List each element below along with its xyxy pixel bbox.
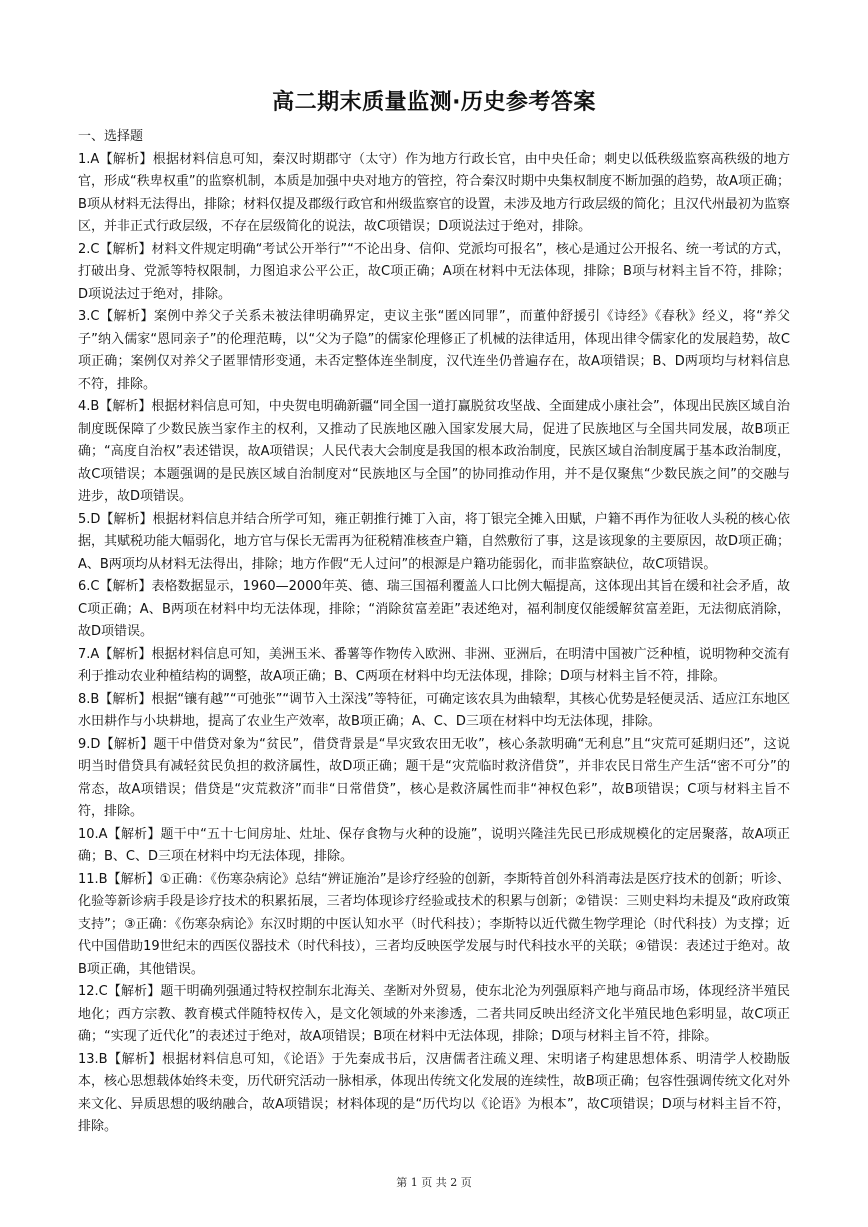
answer-item-2: 2.C【解析】材料文件规定明确“考试公开举行”“不论出身、信仰、党派均可报名”，核心是通过公开报名、统一考试的方式，打破出身、党派等特权限制，力图追求公平公正，故C项正确；A项在材料中无法体现，排除；B项与材料主旨不符，排除；D项说法过于绝对，排除。 <box>78 241 790 302</box>
answer-item-7: 7.A【解析】根据材料信息可知，美洲玉米、番薯等作物传入欧洲、非洲、亚洲后，在明清中国被广泛种植，说明物种交流有利于推动农业种植结构的调整，故A项正确；B、C两项在材料中均无法体现，排除；D项与材料主旨不符，排除。 <box>78 646 790 684</box>
page-footer: 第 1 页 共 2 页 <box>396 1176 472 1189</box>
answer-sheet-page <box>78 88 790 1139</box>
answer-item-6: 6.C【解析】表格数据显示，1960—2000年英、德、瑞三国福利覆盖人口比例大幅提高，这体现出其旨在缓和社会矛盾，故C项正确；A、B两项在材料中均无法体现，排除；“消除贫富差距”表述绝对，福利制度仅能缓解贫富差距，无法彻底消除，故D项错误。 <box>78 579 790 639</box>
answer-item-11: 11.B【解析】①正确：《伤寒杂病论》总结“辨证施治”是诊疗经验的创新，李斯特首创外科消毒法是医疗技术的创新；听诊、化验等新诊病手段是诊疗技术的积累拓展，三者均体现诊疗经验或技术的积累与创新；②错误：三则史料均未提及“政府政策支持”；③正确：《伤寒杂病论》东汉时期的中医认知水平（时代科技）；李斯特以近代微生物学理论（时代科技）为支撑；近代中国借助19世纪末的西医仪器技术（时代科技），三者均反映医学发展与时代科技水平的关联；④错误：表述过于绝对。故B项正确，其他错误。 <box>78 871 790 977</box>
section-heading: 一、选择题 <box>78 129 144 144</box>
answer-item-13: 13.B【解析】根据材料信息可知，《论语》于先秦成书后，汉唐儒者注疏义理、宋明诸子构建思想体系、明清学人校勘版本，核心思想载体始终未变，历代研究活动一脉相承，体现出传统文化发展的连续性，故B项正确；包容性强调传统文化对外来文化、异质思想的吸纳融合，故A项错误；材料体现的是“历代均以《论语》为根本”，故C项错误；D项与材料主旨不符，排除。 <box>78 1051 790 1134</box>
answer-item-1: 1.A【解析】根据材料信息可知，秦汉时期郡守（太守）作为地方行政长官，由中央任命；刺史以低秩级监察高秩级的地方官，形成“秩卑权重”的监察机制，本质是加强中央对地方的管控，符合秦汉时期中央集权制度不断加强的趋势，故A项正确；B项从材料无法得出，排除；材料仅提及郡级行政官和州级监察官的设置，未涉及地方行政层级的简化；且汉代州最初为监察区，并非正式行政层级，不存在层级简化的说法，故C项错误；D项说法过于绝对，排除。 <box>78 151 790 234</box>
answer-item-4: 4.B【解析】根据材料信息可知，中央贺电明确新疆“同全国一道打赢脱贫攻坚战、全面建成小康社会”，体现出民族区域自治制度既保障了少数民族当家作主的权利，又推动了民族地区融入国家发展大局，促进了民族地区与全国共同发展，故B项正确；“高度自治权”表述错误，故A项错误；人民代表大会制度是我国的根本政治制度，民族区域自治制度属于基本政治制度，故C项错误；本题强调的是民族区域自治制度对“民族地区与全国”的协同推动作用，并不是仅聚焦“少数民族之间”的交融与进步，故D项错误。 <box>78 399 790 504</box>
answer-item-8: 8.B【解析】根据“镶有越”“可弛张”“调节入土深浅”等特征，可确定该农具为曲辕犁，其核心优势是轻便灵活、适应江东地区水田耕作与小块耕地，提高了农业生产效率，故B项正确；A、C、D三项在材料中均无法体现，排除。 <box>78 691 790 729</box>
answer-item-9: 9.D【解析】题干中借贷对象为“贫民”，借贷背景是“旱灾致农田无收”，核心条款明确“无利息”且“灾荒可延期归还”，这说明当时借贷具有减轻贫民负担的救济属性，故D项正确；题干是“灾荒临时救济借贷”，并非农民日常生产生活“密不可分”的常态，故A项错误；借贷是“灾荒救济”而非“日常借贷”，核心是救济属性而非“神权色彩”，故B项错误；C项与材料主旨不符，排除。 <box>78 736 790 819</box>
answer-item-3: 3.C【解析】案例中养父子关系未被法律明确界定，吏议主张“匿凶同罪”，而董仲舒援引《诗经》《春秋》经义，将“养父子”纳入儒家“恩同亲子”的伦理范畴，以“父为子隐”的儒家伦理修正了机械的法律适用，体现出律令儒家化的发展趋势，故C项正确；案例仅对养父子匿罪情形变通，未否定整体连坐制度，汉代连坐仍普遍存在，故A项错误；B、D两项均与材料信息不符，排除。 <box>78 309 790 392</box>
answer-item-12: 12.C【解析】题干明确列强通过特权控制东北海关、垄断对外贸易，使东北沦为列强原料产地与商品市场，体现经济半殖民地化；西方宗教、教育模式伴随特权传入，是文化领域的外来渗透，二者共同反映出经济文化半殖民地色彩明显，故C项正确；“实现了近代化”的表述过于绝对，故A项错误；B项在材料中无法体现，排除；D项与材料主旨不符，排除。 <box>78 984 790 1044</box>
document-title: 高二期末质量监测·历史参考答案 <box>272 90 596 115</box>
answer-item-5: 5.D【解析】根据材料信息并结合所学可知，雍正朝推行摊丁入亩，将丁银完全摊入田赋，户籍不再作为征收人头税的核心依据，其赋税功能大幅弱化，地方官与保长无需再为征税精准核查户籍，自然敷衍了事，这是该现象的主要原因，故D项正确；A、B两项均从材料无法得出，排除；地方作假“无人过问”的根源是户籍功能弱化，而非监察缺位，故C项错误。 <box>78 511 791 572</box>
answer-item-10: 10.A【解析】题干中“五十七间房址、灶址、保存食物与火种的设施”，说明兴隆洼先民已形成规模化的定居聚落，故A项正确；B、C、D三项在材料中均无法体现，排除。 <box>78 826 790 864</box>
